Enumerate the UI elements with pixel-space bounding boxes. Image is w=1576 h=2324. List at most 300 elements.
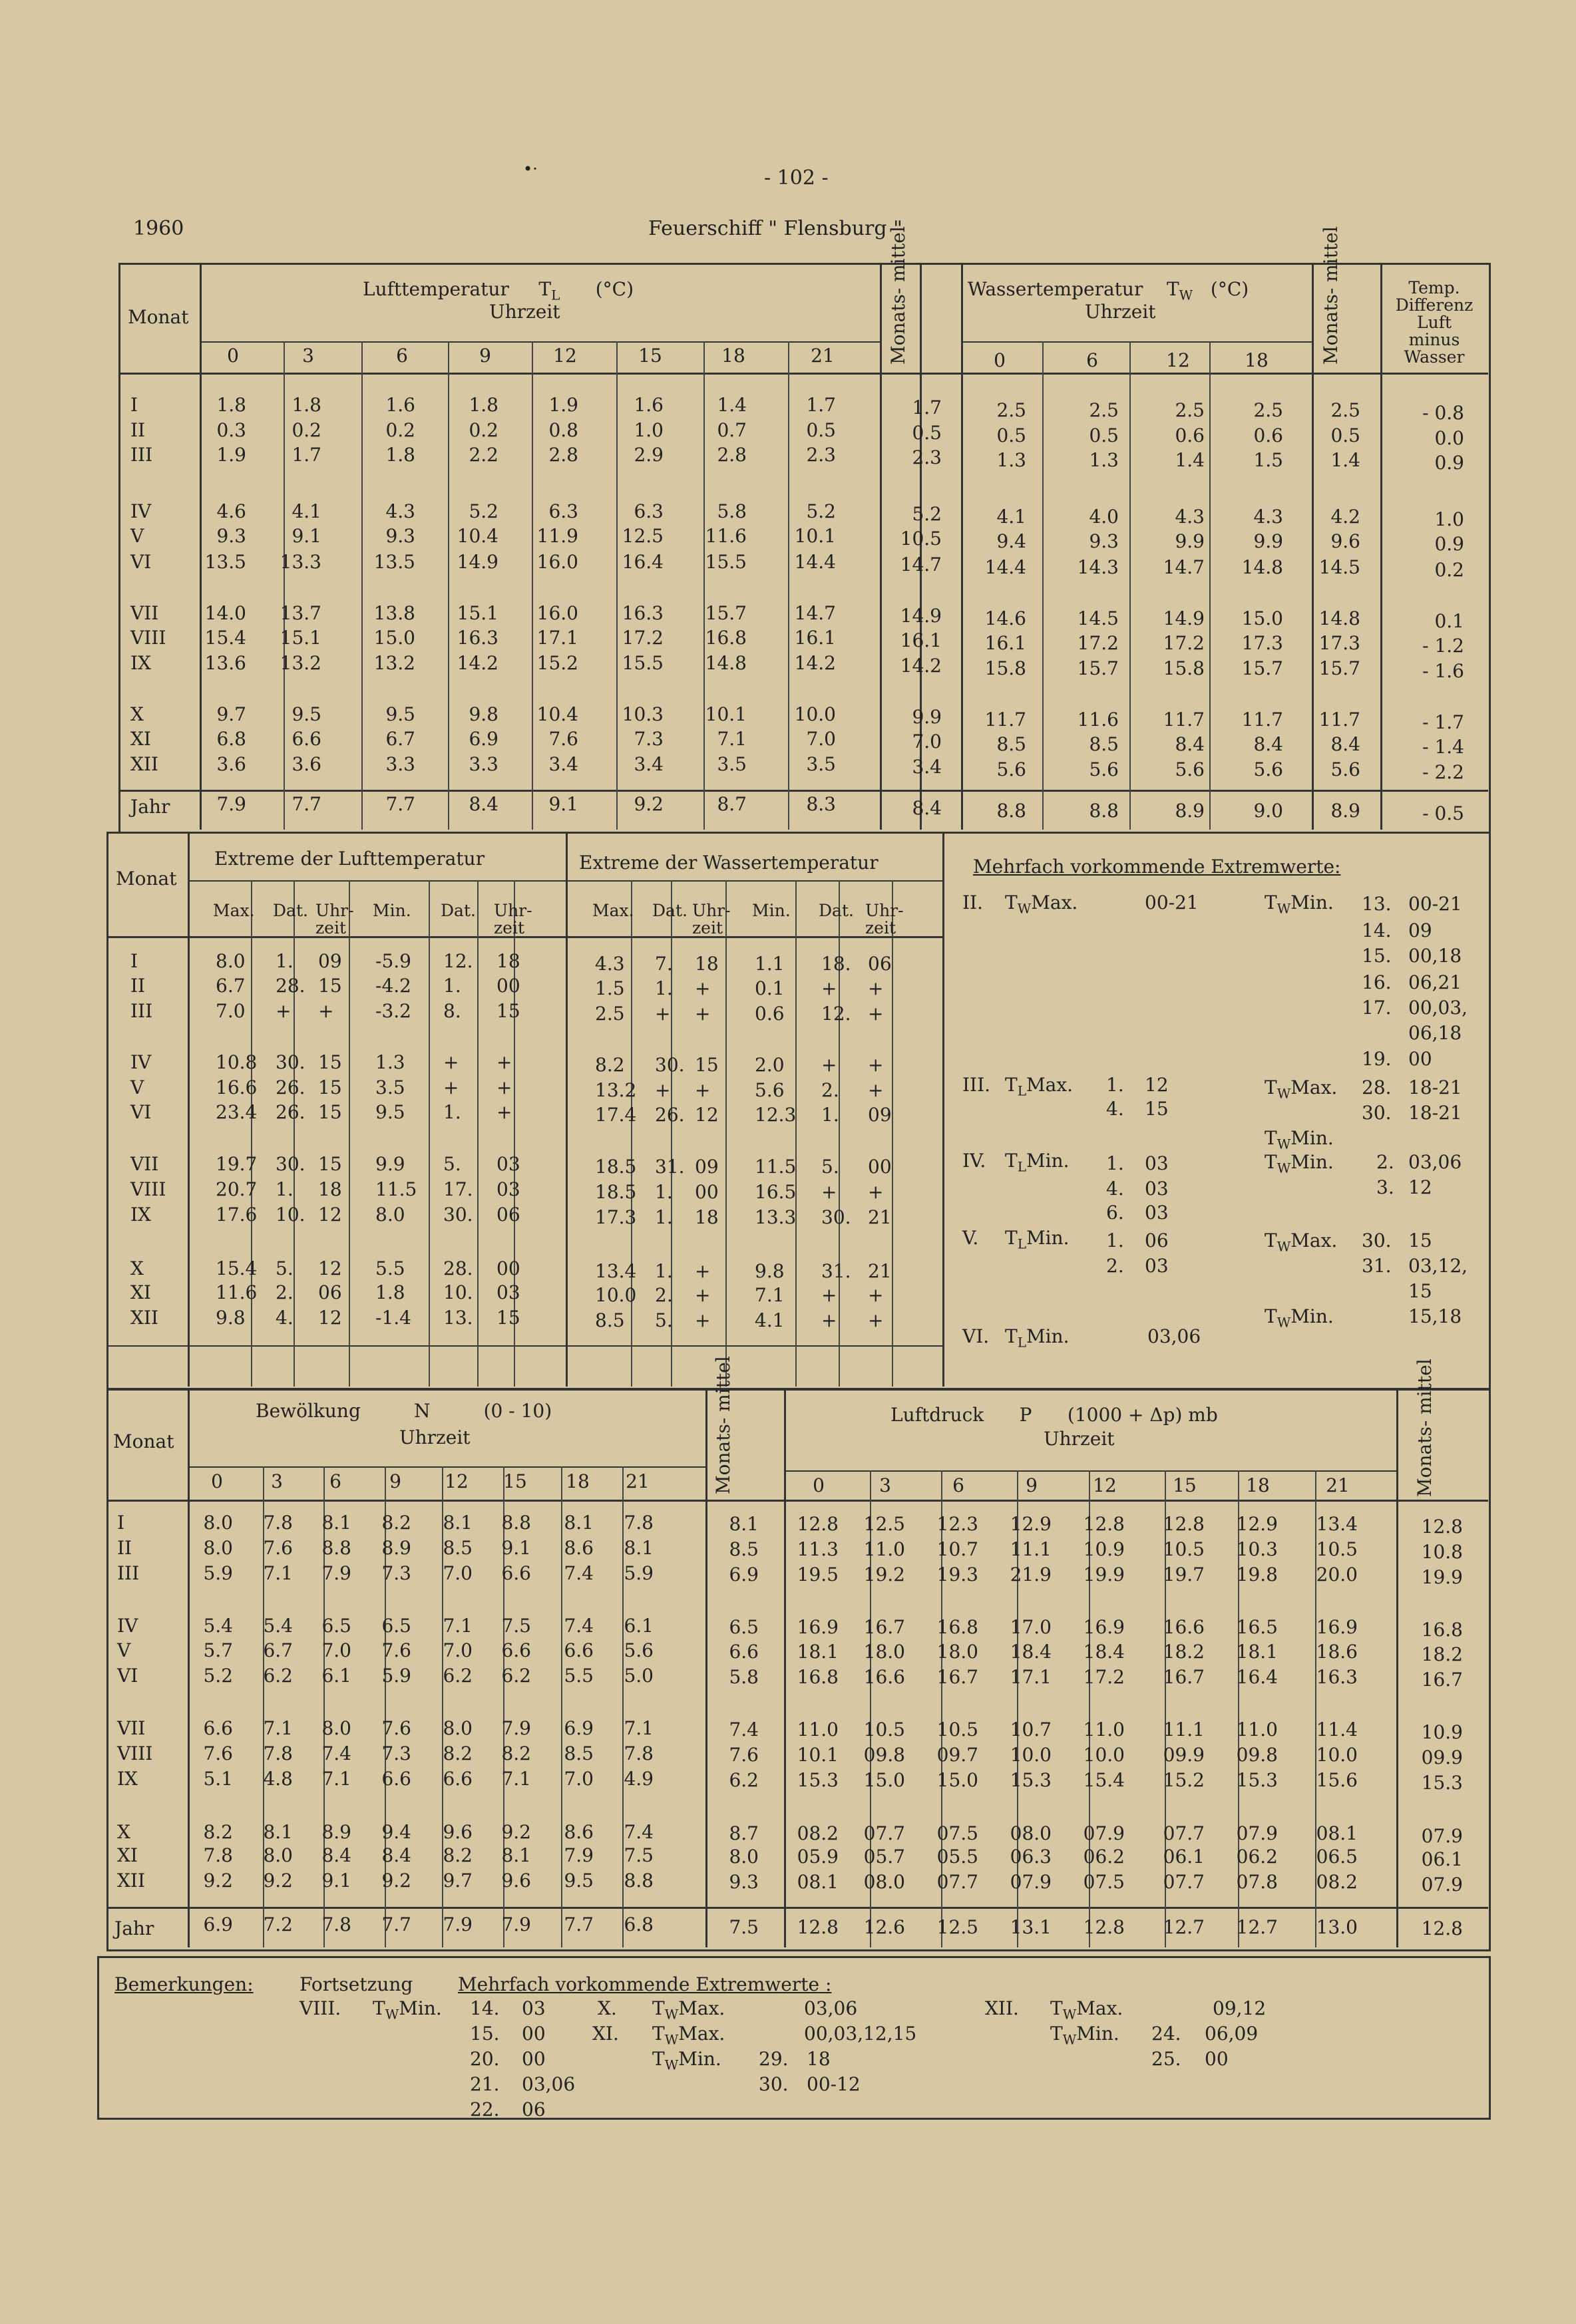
air-extreme-col-header: Max.	[213, 901, 255, 920]
air-extreme-cell: -5.9	[375, 950, 411, 972]
multi-extreme-item: 03	[1145, 1202, 1169, 1224]
cloud-hour-header: 0	[211, 1470, 223, 1492]
month-label: VI	[130, 1101, 152, 1123]
air-temp-cell: 2.8	[717, 444, 747, 466]
cloud-cell: 9.1	[501, 1537, 531, 1559]
month-label: V	[130, 525, 144, 547]
year-cloud-cell: 6.9	[203, 1913, 233, 1935]
pressure-cell: 07.7	[1163, 1871, 1205, 1893]
cloud-hour-header: 15	[503, 1470, 527, 1492]
water-extreme-cell: +	[695, 1284, 711, 1306]
pressure-cell: 11.0	[1083, 1719, 1125, 1741]
air-temp-cell: 0.2	[469, 419, 498, 441]
year-diff-cell: - 0.5	[1422, 802, 1464, 824]
pressure-cell: 16.8	[797, 1666, 839, 1688]
column-divider	[251, 880, 252, 1387]
water-temp-cell: 11.7	[1163, 709, 1205, 731]
month-label: III	[130, 444, 153, 466]
water-extreme-cell: 12.	[821, 1003, 851, 1025]
remark-item: 00	[1205, 2048, 1229, 2070]
pressure-cell: 11.0	[797, 1719, 839, 1741]
pressure-hour-header: 3	[879, 1474, 891, 1496]
page-number: - 102 -	[764, 166, 829, 190]
air-extreme-cell: 26.	[276, 1101, 305, 1123]
diff-header-line: Wasser	[1404, 347, 1465, 367]
water-temp-title: Wassertemperatur $T_W$ (°C)	[968, 278, 1249, 303]
multi-extreme-item: 31.	[1362, 1255, 1392, 1277]
cloud-cell: 5.0	[624, 1665, 654, 1687]
water-extreme-cell: 17.3	[595, 1206, 637, 1228]
cloud-cell: 7.1	[624, 1717, 654, 1739]
month-label: IX	[130, 1204, 151, 1226]
water-uhrzeit: Uhrzeit	[1085, 301, 1156, 323]
water-extreme-cell: +	[655, 1003, 671, 1025]
air-temp-cell: 9.7	[216, 703, 246, 725]
cloud-cell: 6.1	[624, 1615, 654, 1637]
remark-item: $T_WMin$.	[373, 1997, 442, 2023]
pressure-cell: 10.5	[1316, 1538, 1358, 1560]
water-hour-header: 6	[1086, 349, 1098, 371]
air-extreme-cell: 12	[318, 1204, 342, 1226]
water-extreme-cell: +	[868, 977, 884, 999]
water-extreme-cell: 4.3	[595, 953, 625, 975]
air-temp-cell: 1.7	[292, 444, 321, 466]
water-mean-cell: 0.5	[1330, 424, 1360, 446]
remark-item: $T_WMax$.	[1050, 1997, 1123, 2023]
water-extreme-cell: 12	[695, 1104, 719, 1126]
cloud-cell: 9.7	[443, 1870, 473, 1892]
multi-extreme-item: 2.	[1376, 1151, 1394, 1173]
multi-extreme-item: 18-21	[1408, 1102, 1462, 1124]
cloud-cell: 6.6	[381, 1768, 411, 1790]
remark-item: X.	[598, 1997, 617, 2019]
air-temp-cell: 1.9	[216, 444, 246, 466]
multi-extreme-item: $T_LMax$.	[1005, 1074, 1074, 1099]
pressure-cell: 16.6	[1163, 1616, 1205, 1638]
water-temp-cell: 17.2	[1077, 632, 1119, 654]
water-temp-cell: 11.7	[984, 709, 1026, 731]
multi-extreme-item: 3.	[1376, 1176, 1394, 1198]
air-extreme-cell: 1.	[276, 1178, 294, 1200]
air-extreme-cell: 15.4	[216, 1257, 258, 1279]
air-extreme-cell: 17.	[443, 1178, 473, 1200]
pressure-cell: 07.7	[936, 1871, 978, 1893]
water-extreme-cell: +	[868, 1181, 884, 1203]
water-extreme-cell: +	[821, 977, 837, 999]
air-temp-cell: 16.1	[794, 627, 836, 649]
multi-extreme-item: 30.	[1362, 1230, 1392, 1251]
air-temp-cell: 12.5	[622, 525, 664, 547]
remarks-title: Mehrfach vorkommende Extremwerte :	[458, 1973, 832, 1995]
year-label: Jahr	[130, 796, 170, 818]
multi-extreme-item: 06,21	[1408, 971, 1462, 993]
water-temp-cell: 9.3	[1089, 530, 1119, 552]
cloud-cell: 8.1	[624, 1537, 654, 1559]
water-temp-cell: 15.8	[984, 657, 1026, 679]
cloud-mean-cell: 5.8	[729, 1666, 759, 1688]
water-temp-cell: 0.6	[1175, 424, 1205, 446]
monat-header: Monat	[128, 306, 189, 328]
air-temp-cell: 14.4	[794, 551, 836, 573]
column-divider	[631, 880, 632, 1387]
multi-extreme-item: 18-21	[1408, 1077, 1462, 1098]
water-extreme-cell: +	[821, 1181, 837, 1203]
air-temp-cell: 2.2	[469, 444, 498, 466]
temp-diff-cell: - 1.7	[1422, 711, 1464, 733]
year-air-cell: 7.9	[216, 793, 246, 815]
water-extreme-cell: +	[868, 1054, 884, 1076]
water-extreme-col-header: Uhr- zeit	[692, 901, 731, 937]
water-hour-header: 12	[1166, 349, 1190, 371]
month-label: VI	[130, 551, 152, 573]
multi-extreme-item: 15,18	[1408, 1305, 1462, 1327]
air-extreme-cell: 30.	[276, 1051, 305, 1073]
month-label: I	[130, 394, 138, 416]
water-extreme-cell: +	[821, 1309, 837, 1331]
water-extreme-cell: 7.1	[755, 1284, 785, 1306]
air-temp-cell: 16.8	[705, 627, 747, 649]
air-extreme-cell: +	[496, 1101, 512, 1123]
water-extreme-cell: 1.	[655, 1206, 673, 1228]
multi-extreme-item: 2.	[1106, 1255, 1124, 1277]
water-temp-cell: 4.0	[1089, 506, 1119, 528]
remark-item: $T_WMin$.	[652, 2048, 721, 2073]
cloud-cell: 8.1	[321, 1512, 351, 1534]
air-hour-header: 3	[302, 345, 314, 367]
remark-item: 30.	[759, 2073, 789, 2095]
pressure-cell: 07.7	[863, 1822, 905, 1844]
water-extreme-col-header: Min.	[752, 901, 791, 920]
air-temp-cell: 6.3	[634, 500, 664, 522]
multi-extreme-item: 28.	[1362, 1077, 1392, 1098]
cloud-mean-cell: 6.6	[729, 1641, 759, 1663]
air-mean-cell: 7.0	[912, 731, 942, 752]
air-temp-cell: 3.5	[806, 753, 836, 775]
cloud-cell: 7.8	[263, 1743, 293, 1764]
air-temp-cell: 9.8	[469, 703, 498, 725]
month-label: VI	[117, 1665, 138, 1687]
pressure-cell: 18.2	[1163, 1641, 1205, 1663]
air-temp-cell: 10.4	[457, 525, 498, 547]
pressure-cell: 19.2	[863, 1564, 905, 1585]
pressure-mean-cell: 19.9	[1421, 1566, 1463, 1588]
year-pressure-cell: 12.6	[863, 1916, 905, 1938]
air-temp-cell: 15.1	[280, 627, 321, 649]
water-mean-cell: 17.3	[1318, 632, 1360, 654]
air-extreme-cell: 00	[496, 975, 520, 997]
air-extreme-cell: 16.6	[216, 1077, 258, 1098]
remark-item: 25.	[1151, 2048, 1181, 2070]
remarks-label: Bemerkungen:	[114, 1973, 254, 1995]
water-temp-cell: 14.3	[1077, 556, 1119, 578]
air-temp-cell: 4.3	[385, 500, 415, 522]
column-divider	[361, 341, 363, 830]
cloud-cell: 6.5	[381, 1615, 411, 1637]
pressure-cell: 15.4	[1083, 1769, 1125, 1791]
air-temp-cell: 9.3	[216, 525, 246, 547]
cloud-cell: 8.2	[443, 1743, 473, 1764]
column-divider	[892, 880, 893, 1387]
multi-extreme-item: IV.	[962, 1150, 986, 1172]
pressure-cell: 08.2	[1316, 1871, 1358, 1893]
water-extreme-cell: 09	[868, 1104, 892, 1126]
cloud-cell: 7.4	[624, 1821, 654, 1843]
air-temp-cell: 1.6	[634, 394, 664, 416]
water-extreme-cell: 4.1	[755, 1309, 785, 1331]
air-hour-header: 15	[638, 345, 662, 367]
multi-extreme-item: 12	[1408, 1176, 1432, 1198]
water-extreme-cell: +	[868, 1284, 884, 1306]
month-label: XII	[117, 1870, 146, 1892]
cloud-cell: 8.5	[443, 1537, 473, 1559]
multi-extreme-item: 00,03,	[1408, 997, 1468, 1019]
multi-extreme-item: 14.	[1362, 919, 1392, 941]
water-extreme-cell: 0.1	[755, 977, 785, 999]
water-temp-cell: 0.6	[1253, 424, 1283, 446]
multi-extreme-item: 03,06	[1408, 1151, 1462, 1173]
air-temp-cell: 3.3	[469, 753, 498, 775]
month-label: VII	[130, 602, 159, 624]
cloud-cell: 7.9	[501, 1717, 531, 1739]
year-water-cell: 8.8	[1089, 800, 1119, 822]
water-extreme-cell: 7.	[655, 953, 673, 975]
air-extreme-cell: 6.7	[216, 975, 246, 997]
water-extreme-cell: 11.5	[755, 1156, 797, 1178]
remark-item: 22.	[470, 2098, 500, 2120]
multi-extreme-item: $T_WMin$.	[1265, 892, 1334, 917]
air-temp-cell: 3.4	[548, 753, 578, 775]
air-hour-header: 21	[811, 345, 835, 367]
air-temp-cell: 13.2	[373, 652, 415, 674]
pressure-cell: 16.7	[1163, 1666, 1205, 1688]
temp-diff-cell: 1.0	[1434, 508, 1464, 530]
month-label: IV	[130, 500, 152, 522]
multi-extreme-item: $T_WMin$.	[1265, 1127, 1334, 1152]
multi-extreme-item: 00-21	[1145, 892, 1199, 913]
cloud-cell: 7.6	[203, 1743, 233, 1764]
cloud-cell: 6.6	[501, 1562, 531, 1584]
month-label: IX	[117, 1768, 138, 1790]
air-temp-cell: 7.1	[717, 728, 747, 750]
pressure-cell: 16.7	[936, 1666, 978, 1688]
multi-extreme-item: $T_WMin$.	[1265, 1305, 1334, 1331]
air-extreme-cell: 30.	[443, 1204, 473, 1226]
water-extreme-cell: 1.	[655, 1260, 673, 1282]
air-temp-cell: 13.5	[373, 551, 415, 573]
air-mean-cell: 0.5	[912, 422, 942, 444]
air-temp-cell: 4.6	[216, 500, 246, 522]
cloud-cell: 7.8	[263, 1512, 293, 1534]
multi-extreme-item: $T_LMin$.	[1005, 1150, 1070, 1175]
water-temp-cell: 5.6	[1175, 758, 1205, 780]
pressure-hour-header: 6	[952, 1474, 964, 1496]
water-mean-cell: 14.8	[1318, 607, 1360, 629]
air-temp-cell: 15.5	[705, 551, 747, 573]
air-temp-cell: 16.3	[622, 602, 664, 624]
remark-item: 00	[522, 2048, 546, 2070]
year-cloud-mean-cell: 7.5	[729, 1916, 759, 1938]
air-temp-cell: 0.2	[385, 419, 415, 441]
year-pressure-cell: 12.7	[1236, 1916, 1278, 1938]
air-temp-cell: 14.8	[705, 652, 747, 674]
pressure-cell: 11.4	[1316, 1719, 1358, 1741]
cloud-cell: 8.1	[263, 1821, 293, 1843]
water-temp-cell: 14.9	[1163, 607, 1205, 629]
air-extremes-title: Extreme der Lufttemperatur	[214, 848, 485, 870]
air-extreme-cell: +	[496, 1077, 512, 1098]
cloud-cell: 8.4	[381, 1844, 411, 1866]
pressure-cell: 20.0	[1316, 1564, 1358, 1585]
water-extreme-cell: 8.5	[595, 1309, 625, 1331]
cloud-cell: 7.6	[381, 1717, 411, 1739]
multi-extreme-item: 03,12,	[1408, 1255, 1468, 1277]
air-extreme-cell: 5.5	[375, 1257, 405, 1279]
pressure-cell: 08.1	[1316, 1822, 1358, 1844]
air-mean-cell: 10.5	[900, 528, 942, 550]
air-extreme-cell: 06	[496, 1204, 520, 1226]
water-mean-header: Monats- mittel	[1320, 226, 1342, 365]
air-extreme-col-header: Min.	[373, 901, 411, 920]
air-temp-cell: 10.0	[794, 703, 836, 725]
remark-item: 06	[522, 2098, 546, 2120]
multi-extreme-item: 09	[1408, 919, 1432, 941]
air-mean-cell: 3.4	[912, 756, 942, 778]
water-temp-cell: 15.7	[1077, 657, 1119, 679]
cloud-cell: 5.5	[564, 1665, 594, 1687]
water-extreme-cell: 30.	[655, 1054, 685, 1076]
month-label: XI	[130, 1281, 151, 1303]
water-extreme-cell: 5.6	[755, 1079, 785, 1101]
multi-extreme-item: 15	[1408, 1280, 1432, 1302]
multi-extreme-item: 1.	[1106, 1230, 1124, 1251]
cloud-cell: 7.5	[624, 1844, 654, 1866]
pressure-hour-header: 0	[813, 1474, 825, 1496]
pressure-cell: 11.0	[863, 1538, 905, 1560]
pressure-cell: 07.5	[936, 1822, 978, 1844]
air-extreme-cell: 1.	[443, 1101, 461, 1123]
air-uhrzeit: Uhrzeit	[489, 301, 560, 323]
year-air-cell: 7.7	[385, 793, 415, 815]
pressure-mean-cell: 12.8	[1421, 1516, 1463, 1538]
cloud-cell: 4.9	[624, 1768, 654, 1790]
air-temp-cell: 17.1	[536, 627, 578, 649]
air-temp-cell: 10.4	[536, 703, 578, 725]
air-temp-cell: 3.3	[385, 753, 415, 775]
water-extreme-cell: 1.1	[755, 953, 785, 975]
pressure-cell: 19.9	[1083, 1564, 1125, 1585]
water-extreme-cell: +	[868, 1309, 884, 1331]
pressure-cell: 16.5	[1236, 1616, 1278, 1638]
pressure-cell: 06.2	[1083, 1846, 1125, 1868]
cloud-cell: 7.4	[321, 1743, 351, 1764]
pressure-cell: 16.9	[797, 1616, 839, 1638]
pressure-cell: 09.8	[863, 1744, 905, 1766]
air-temp-cell: 7.3	[634, 728, 664, 750]
air-extreme-cell: 4.	[276, 1307, 294, 1329]
pressure-cell: 05.7	[863, 1846, 905, 1868]
cloud-cell: 7.6	[263, 1537, 293, 1559]
month-label: X	[130, 703, 144, 725]
air-temp-cell: 3.6	[292, 753, 321, 775]
multi-extreme-item: 06	[1145, 1230, 1169, 1251]
pressure-hour-header: 12	[1093, 1474, 1117, 1496]
air-hour-header: 0	[227, 345, 239, 367]
cloud-cell: 8.4	[321, 1844, 351, 1866]
water-temp-cell: 14.6	[984, 607, 1026, 629]
cloud-cell: 8.0	[321, 1717, 351, 1739]
water-temp-cell: 11.7	[1241, 709, 1283, 731]
pressure-cell: 17.2	[1083, 1666, 1125, 1688]
air-extreme-cell: 8.0	[216, 950, 246, 972]
air-mean-header: Monats- mittel	[887, 226, 909, 365]
water-extreme-cell: +	[655, 1079, 671, 1101]
air-temp-cell: 1.7	[806, 394, 836, 416]
cloud-cell: 6.6	[564, 1639, 594, 1661]
remark-item: 24.	[1151, 2023, 1181, 2045]
multi-extreme-item: 00-21	[1408, 893, 1462, 915]
pressure-cell: 18.6	[1316, 1641, 1358, 1663]
air-temp-cell: 3.5	[717, 753, 747, 775]
air-extreme-cell: 7.0	[216, 1000, 246, 1022]
multi-extreme-item: 15	[1408, 1230, 1432, 1251]
cloud-cell: 9.2	[501, 1821, 531, 1843]
month-label: II	[130, 975, 146, 997]
air-temp-cell: 15.4	[204, 627, 246, 649]
month-label: V	[117, 1639, 131, 1661]
water-extreme-col-header: Dat.	[652, 901, 688, 920]
page-year: 1960	[133, 217, 184, 240]
pressure-cell: 11.1	[1010, 1538, 1052, 1560]
month-label: IX	[130, 652, 151, 674]
air-temp-cell: 6.6	[292, 728, 321, 750]
pressure-cell: 15.3	[1236, 1769, 1278, 1791]
cloud-cell: 7.0	[443, 1639, 473, 1661]
air-hour-header: 6	[396, 345, 408, 367]
air-temp-cell: 15.5	[622, 652, 664, 674]
air-extreme-cell: 11.5	[375, 1178, 417, 1200]
pressure-cell: 18.0	[863, 1641, 905, 1663]
water-extreme-cell: 30.	[821, 1206, 851, 1228]
cloud-cell: 9.4	[381, 1821, 411, 1843]
water-mean-cell: 15.7	[1318, 657, 1360, 679]
month-label: IV	[130, 1051, 152, 1073]
multi-extreme-item: 1.	[1106, 1074, 1124, 1096]
air-temp-cell: 13.8	[373, 602, 415, 624]
cloud-cell: 6.5	[321, 1615, 351, 1637]
air-temp-cell: 1.8	[216, 394, 246, 416]
pressure-mean-cell: 10.8	[1421, 1541, 1463, 1563]
column-divider	[616, 341, 618, 830]
air-temp-cell: 5.2	[806, 500, 836, 522]
year-water-cell: 8.8	[996, 800, 1026, 822]
water-extreme-cell: 17.4	[595, 1104, 637, 1126]
air-extreme-cell: +	[276, 1000, 292, 1022]
cloud-cell: 9.6	[501, 1870, 531, 1892]
air-temp-cell: 0.7	[717, 419, 747, 441]
cloud-mean-header: Monats- mittel	[712, 1356, 734, 1494]
air-extreme-cell: 15	[318, 1051, 342, 1073]
water-extreme-cell: +	[821, 1054, 837, 1076]
column-divider	[1209, 341, 1211, 830]
air-temp-cell: 1.6	[385, 394, 415, 416]
remarks-lead: Fortsetzung	[299, 1973, 413, 1995]
year-pressure-cell: 12.7	[1163, 1916, 1205, 1938]
air-extreme-cell: 19.7	[216, 1153, 258, 1175]
cloud-cell: 7.0	[564, 1768, 594, 1790]
pressure-cell: 10.5	[863, 1719, 905, 1741]
multi-extreme-item: II.	[962, 892, 984, 913]
remark-item: 00-12	[807, 2073, 861, 2095]
